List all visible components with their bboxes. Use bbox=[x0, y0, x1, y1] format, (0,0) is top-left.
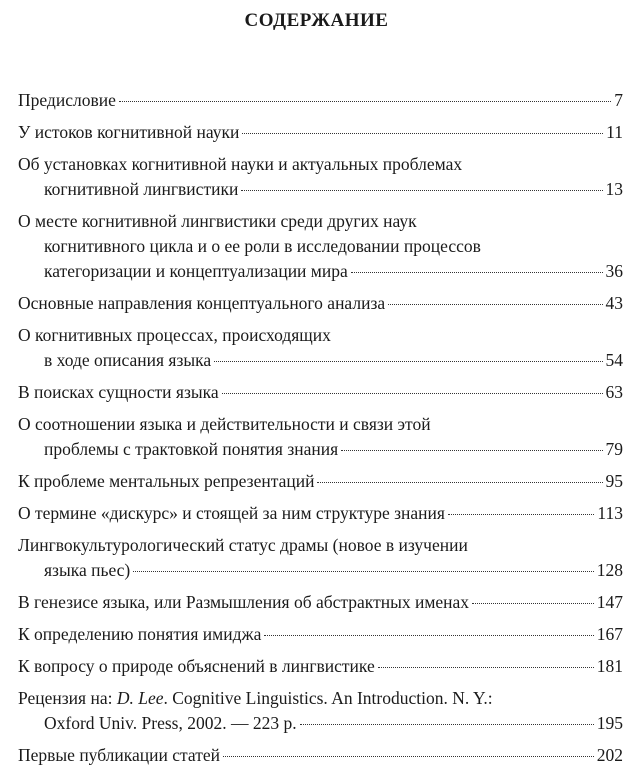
entry-title-line: В генезисе языка, или Размышления об абстрактных именах bbox=[18, 592, 470, 612]
toc-entry[interactable] bbox=[18, 152, 623, 202]
dot-leader bbox=[472, 603, 594, 604]
entry-title-line: когнитивного цикла и о ее роли в исследовании процессов bbox=[44, 236, 481, 256]
entry-title-line: К вопросу о природе объяснений в лингвистике bbox=[18, 656, 375, 676]
review-rest: . Cognitive Linguistics. An Introduction. N. Y.: bbox=[163, 688, 493, 708]
entry-title-line: когнитивной лингвистики bbox=[44, 179, 239, 199]
dot-leader bbox=[378, 667, 594, 668]
review-prefix: Рецензия на: bbox=[18, 688, 117, 708]
entry-title-line bbox=[18, 686, 623, 711]
toc-entry[interactable] bbox=[18, 590, 623, 615]
page-title: СОДЕРЖАНИЕ bbox=[244, 10, 389, 31]
page-number: 13 bbox=[605, 179, 623, 199]
page-number: 54 bbox=[605, 350, 623, 370]
page-number: 202 bbox=[596, 745, 623, 765]
entry-title-line: К проблеме ментальных репрезентаций bbox=[18, 471, 315, 491]
dot-leader bbox=[241, 190, 602, 191]
page-number: 128 bbox=[596, 560, 623, 580]
entry-title-line: У истоков когнитивной науки bbox=[18, 122, 240, 142]
page-number: 36 bbox=[605, 261, 623, 281]
toc-entry[interactable] bbox=[18, 323, 623, 373]
entry-title-line: Об установках когнитивной науки и актуальных проблемах bbox=[18, 154, 463, 174]
entry-title-line: в ходе описания языка bbox=[44, 350, 212, 370]
page-number: 181 bbox=[596, 656, 623, 676]
entry-title-line: О когнитивных процессах, происходящих bbox=[18, 325, 331, 345]
entry-title-line: категоризации и концептуализации мира bbox=[44, 261, 348, 281]
table-of-contents bbox=[18, 88, 623, 775]
entry-title-line: О термине «дискурс» и стоящей за ним структуре знания bbox=[18, 503, 445, 523]
toc-entry[interactable] bbox=[18, 533, 623, 583]
page-number: 63 bbox=[605, 382, 623, 402]
dot-leader bbox=[119, 101, 611, 102]
entry-title-line: языка пьес) bbox=[44, 560, 131, 580]
dot-leader bbox=[388, 304, 602, 305]
toc-entry[interactable] bbox=[18, 209, 623, 284]
entry-title-line: проблемы с трактовкой понятия знания bbox=[44, 439, 339, 459]
dot-leader bbox=[317, 482, 602, 483]
page-number: 79 bbox=[605, 439, 623, 459]
toc-entry[interactable] bbox=[18, 501, 623, 526]
toc-entry[interactable] bbox=[18, 380, 623, 405]
page-number: 195 bbox=[596, 713, 623, 733]
page-number: 95 bbox=[605, 471, 623, 491]
dot-leader bbox=[223, 756, 594, 757]
toc-entry[interactable] bbox=[18, 412, 623, 462]
dot-leader bbox=[242, 133, 603, 134]
review-author: D. Lee bbox=[116, 688, 164, 708]
entry-title-line: К определению понятия имиджа bbox=[18, 624, 262, 644]
page-number: 11 bbox=[606, 122, 623, 142]
dot-leader bbox=[300, 724, 594, 725]
entry-title-line: В поисках сущности языка bbox=[18, 382, 219, 402]
toc-entry[interactable] bbox=[18, 654, 623, 679]
dot-leader bbox=[341, 450, 602, 451]
entry-title-line: Основные направления концептуального анализа bbox=[18, 293, 386, 313]
page-number: 167 bbox=[596, 624, 623, 644]
dot-leader bbox=[448, 514, 594, 515]
dot-leader bbox=[222, 393, 603, 394]
entry-title-line: Oxford Univ. Press, 2002. — 223 р. bbox=[44, 713, 297, 733]
page-number: 43 bbox=[605, 293, 623, 313]
dot-leader bbox=[264, 635, 593, 636]
entry-title-line: О соотношении языка и действительности и связи этой bbox=[18, 414, 431, 434]
toc-entry[interactable] bbox=[18, 88, 623, 113]
entry-title-line: Лингвокультурологический статус драмы (новое в изучении bbox=[18, 535, 468, 555]
dot-leader bbox=[214, 361, 602, 362]
toc-entry[interactable] bbox=[18, 622, 623, 647]
toc-entry-review[interactable] bbox=[18, 686, 623, 736]
entry-title-line: О месте когнитивной лингвистики среди других наук bbox=[18, 211, 417, 231]
entry-title-line: Предисловие bbox=[18, 90, 116, 110]
page-number: 147 bbox=[596, 592, 623, 612]
dot-leader bbox=[133, 571, 594, 572]
entry-title-line: Первые публикации статей bbox=[18, 745, 220, 765]
toc-entry[interactable] bbox=[18, 469, 623, 494]
toc-entry[interactable] bbox=[18, 120, 623, 145]
dot-leader bbox=[351, 272, 603, 273]
toc-entry[interactable] bbox=[18, 291, 623, 316]
toc-entry[interactable] bbox=[18, 743, 623, 768]
page-number: 7 bbox=[614, 90, 623, 110]
page-number: 113 bbox=[597, 503, 623, 523]
